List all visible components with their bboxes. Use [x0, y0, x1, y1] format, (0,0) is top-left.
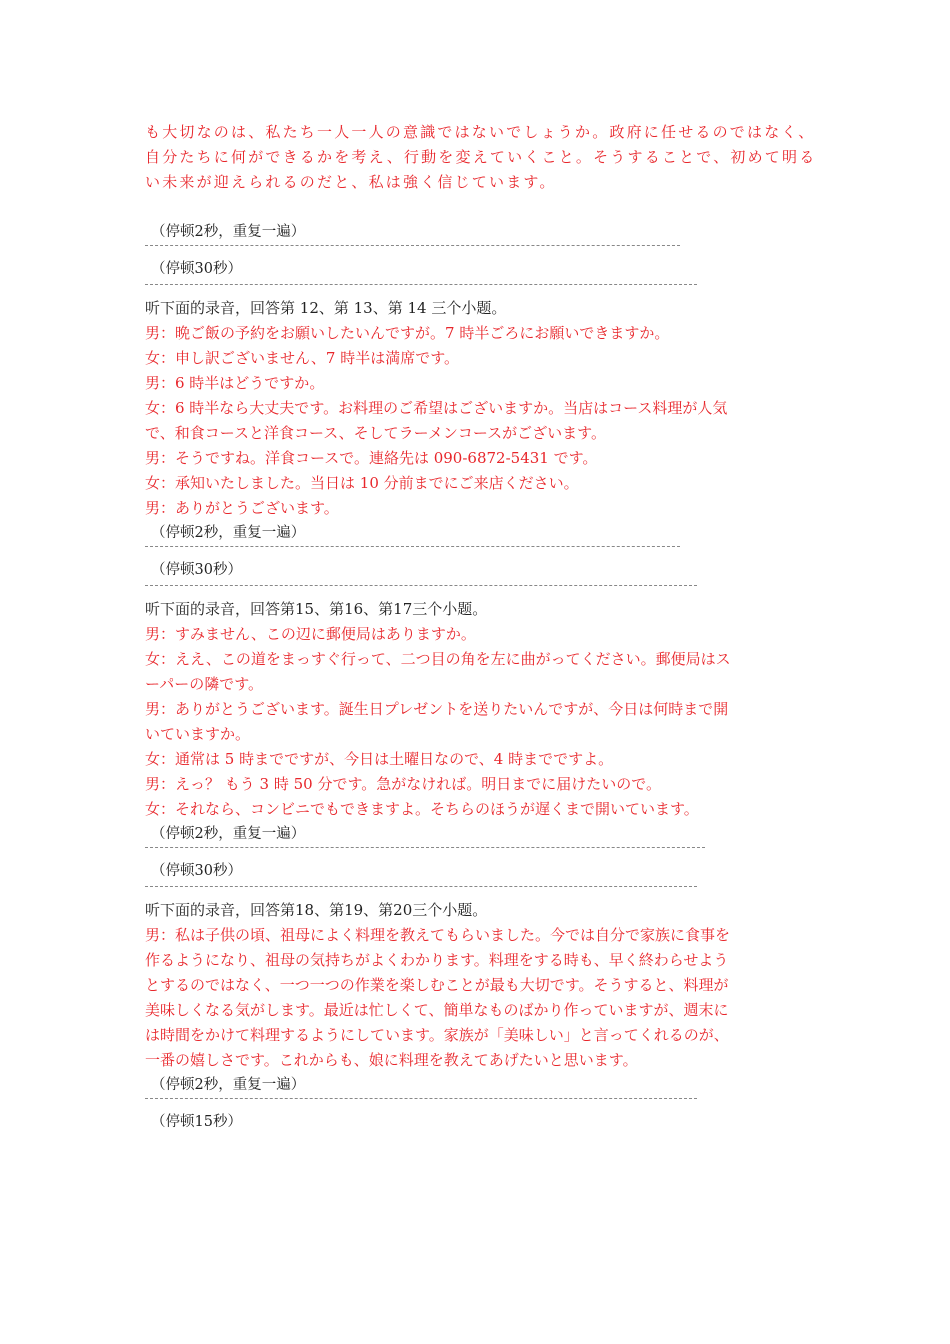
dialogue-line: で、和食コースと洋食コース、そしてラーメンコースがございます。: [145, 424, 606, 442]
monologue-line: 作るようになり、祖母の気持ちがよくわかります。料理をする時も、早く終わらせよう: [145, 951, 729, 969]
dialogue-block: [145, 622, 810, 822]
dashed-divider: [145, 245, 680, 247]
monologue-block: [145, 923, 810, 1073]
pause-answer-note: （停顿15秒）: [151, 1114, 242, 1130]
dashed-divider: [145, 1098, 697, 1100]
dialogue-line: いていますか。: [145, 725, 251, 743]
dialogue-line: 女：それなら、コンビニでもできますよ。そちらのほうが遅くまで開いています。: [145, 800, 699, 818]
dashed-divider: [145, 585, 697, 587]
monologue-line: 一番の嬉しさです。これからも、娘に料理を教えてあげたいと思います。: [145, 1051, 638, 1069]
pause-answer-note: （停顿30秒）: [151, 562, 242, 578]
dialogue-line: 女：6 時半なら大丈夫です。お料理のご希望はございますか。当店はコース料理が人気: [145, 399, 728, 417]
pause-repeat-note: （停顿2秒，重复一遍）: [151, 1077, 306, 1093]
dialogue-line: 女：通常は 5 時までですが、今日は土曜日なので、4 時までですよ。: [145, 750, 614, 768]
document-page: [145, 120, 817, 1135]
monologue-line: 美味しくなる気がします。最近は忙しくて、簡単なものばかり作っていますが、週末に: [145, 1001, 729, 1019]
dialogue-line: 男：えっ？ もう 3 時 50 分です。急がなければ。明日までに届けたいので。: [145, 775, 661, 793]
dialogue-line: 男：6 時半はどうですか。: [145, 374, 325, 392]
dialogue-line: 女：ええ、この道をまっすぐ行って、二つ目の角を左に曲がってください。郵便局はス: [145, 650, 731, 668]
pause-repeat-note: （停顿2秒，重复一遍）: [151, 826, 306, 842]
dialogue-line: 男：そうですね。洋食コースで。連絡先は 090-6872-5431 です。: [145, 449, 598, 467]
dialogue-line: ーパーの隣です。: [145, 675, 264, 693]
pause-answer-note: （停顿30秒）: [151, 261, 242, 277]
passage-line: 自分たちに何ができるかを考え、行動を変えていくこと。そうすることで、初めて明る: [145, 148, 817, 166]
dialogue-block: [145, 321, 810, 521]
section-heading: 听下面的录音，回答第15、第16、第17三个小题。: [145, 600, 488, 618]
dialogue-line: 男：ありがとうございます。誕生日プレゼントを送りたいんですが、今日は何時まで開: [145, 700, 729, 718]
dashed-divider: [145, 546, 680, 548]
section-heading: 听下面的录音，回答第18、第19、第20三个小题。: [145, 901, 488, 919]
dialogue-line: 女：承知いたしました。当日は 10 分前までにご来店ください。: [145, 474, 579, 492]
dashed-divider: [145, 886, 697, 888]
pause-answer-note: （停顿30秒）: [151, 863, 242, 879]
intro-passage: [145, 120, 817, 195]
pause-repeat-note: （停顿2秒，重复一遍）: [151, 525, 306, 541]
dashed-divider: [145, 284, 697, 286]
dialogue-line: 男：晩ご飯の予約をお願いしたいんですが。7 時半ごろにお願いできますか。: [145, 324, 670, 342]
section-heading: 听下面的录音，回答第 12、第 13、第 14 三个小题。: [145, 299, 507, 317]
passage-line: も大切なのは、私たち一人一人の意識ではないでしょうか。政府に任せるのではなく、: [145, 123, 816, 141]
dialogue-line: 女：申し訳ございません、7 時半は満席です。: [145, 349, 460, 367]
passage-line: い未来が迎えられるのだと、私は強く信じています。: [145, 173, 557, 191]
dialogue-line: 男：すみません、この辺に郵便局はありますか。: [145, 625, 476, 643]
monologue-line: とするのではなく、一つ一つの作業を楽しむことが最も大切です。そうすると、料理が: [145, 976, 729, 994]
dashed-divider: [145, 847, 705, 849]
pause-repeat-note: （停顿2秒，重复一遍）: [151, 224, 306, 240]
dialogue-line: 男：ありがとうございます。: [145, 499, 339, 517]
monologue-line: 男：私は子供の頃、祖母によく料理を教えてもらいました。今では自分で家族に食事を: [145, 926, 731, 944]
monologue-line: は時間をかけて料理するようにしています。家族が「美味しい」と言ってくれるのが、: [145, 1026, 729, 1044]
